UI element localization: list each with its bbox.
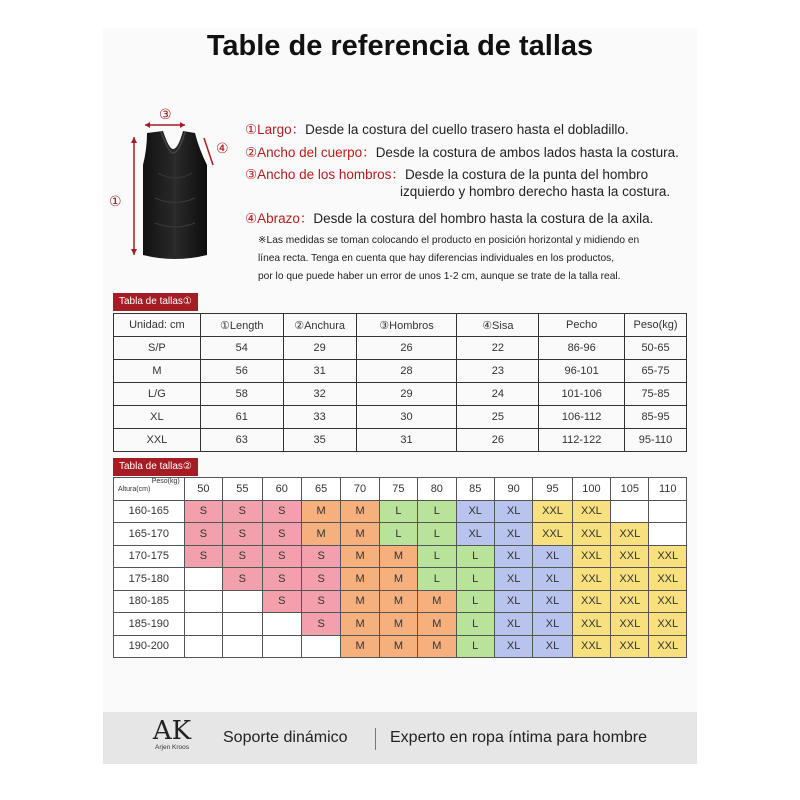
table1-cell: 58 [200, 383, 283, 406]
table1-cell: 75-85 [625, 383, 687, 406]
size-cell: XXL [611, 523, 649, 546]
table1-cell: 33 [283, 406, 356, 429]
size-cell: XL [494, 635, 532, 658]
table1-cell: 24 [457, 383, 539, 406]
table1-cell: 96-101 [539, 360, 625, 383]
weight-header: 100 [572, 478, 610, 501]
size-cell [262, 635, 301, 658]
table-row [114, 429, 687, 452]
table-row [114, 545, 687, 568]
size-cell [223, 613, 262, 636]
table1-cell: 101-106 [539, 383, 625, 406]
desc-width [245, 141, 679, 161]
tank-top-figure [103, 103, 238, 273]
size-cell: XL [533, 613, 572, 636]
size-cell [649, 523, 687, 546]
table1-cell: 26 [457, 429, 539, 452]
figure-label-4: ④ [216, 141, 229, 157]
table1-cell: 85-95 [625, 406, 687, 429]
size-cell: M [379, 545, 417, 568]
size-cell: S [301, 590, 340, 613]
size-cell: XL [456, 523, 494, 546]
size-table-2 [113, 477, 687, 658]
weight-header: 50 [184, 478, 222, 501]
table1-header: ①Length [200, 314, 283, 337]
desc-shoulders [245, 163, 648, 183]
size-cell: XXL [649, 590, 687, 613]
size-cell: XXL [533, 500, 572, 523]
table-row [114, 523, 687, 546]
size-cell: M [418, 613, 456, 636]
table1-cell: 31 [356, 429, 457, 452]
table1-cell: 95-110 [625, 429, 687, 452]
size-cell: S [301, 545, 340, 568]
table2-header-row [114, 478, 687, 501]
size-cell: XL [456, 500, 494, 523]
size-cell: XL [533, 545, 572, 568]
table-row [114, 383, 687, 406]
table1-header: ②Anchura [283, 314, 356, 337]
weight-header: 95 [533, 478, 572, 501]
size-cell [262, 613, 301, 636]
table1-cell: L/G [114, 383, 201, 406]
table1-cell: 26 [356, 337, 457, 360]
size-cell: L [456, 635, 494, 658]
table1-cell: 65-75 [625, 360, 687, 383]
height-label: 175-180 [114, 568, 185, 591]
desc-length [245, 118, 629, 138]
size-cell: L [456, 568, 494, 591]
size-cell: XXL [533, 523, 572, 546]
table-row [114, 568, 687, 591]
desc-length-text: Desde la costura del cuello trasero hasta el dobladillo. [305, 122, 629, 137]
table1-cell: 50-65 [625, 337, 687, 360]
page-title: Table de referencia de tallas [206, 30, 594, 62]
size-cell: XL [533, 568, 572, 591]
brand-logo [147, 718, 197, 751]
size-cell: XL [494, 523, 532, 546]
desc-shoulders-text: Desde la costura de la punta del hombro [404, 167, 649, 182]
table1-header: Pecho [539, 314, 625, 337]
figure-label-3: ③ [159, 107, 172, 123]
size-cell: XL [494, 545, 532, 568]
table1-cell: M [114, 360, 201, 383]
table-row [114, 590, 687, 613]
size-cell: XXL [572, 590, 610, 613]
size-cell: M [418, 635, 456, 658]
table1-cell: 23 [457, 360, 539, 383]
weight-header: 70 [341, 478, 379, 501]
slogan-secondary: Experto en ropa íntima para hombre [390, 729, 648, 746]
table-row [114, 337, 687, 360]
size-cell: L [418, 568, 456, 591]
size-cell: S [223, 568, 262, 591]
size-cell: M [341, 523, 379, 546]
size-cell: XXL [572, 523, 610, 546]
size-cell: S [184, 500, 222, 523]
table-row [114, 500, 687, 523]
table-row [114, 613, 687, 636]
weight-header: 65 [301, 478, 340, 501]
table1-header: ④Sisa [457, 314, 539, 337]
size-cell [184, 568, 222, 591]
table1-cell: 22 [457, 337, 539, 360]
size-cell: M [341, 568, 379, 591]
table1-cell: 31 [283, 360, 356, 383]
size-cell: XL [494, 500, 532, 523]
size-cell: S [262, 545, 301, 568]
size-cell: S [262, 523, 301, 546]
size-cell: S [223, 545, 262, 568]
desc-shoulders-label: ③Ancho de los hombros： [245, 167, 405, 182]
size-cell: L [379, 523, 417, 546]
size-cell: XL [494, 568, 532, 591]
note-line-3: por lo que puede haber un error de unos 1-2 cm, aunque se trate de la talla real. [258, 271, 621, 282]
size-cell: XL [533, 635, 572, 658]
size-cell: M [379, 613, 417, 636]
size-cell: M [418, 590, 456, 613]
table1-header-row [114, 314, 687, 337]
table1-cell: 29 [356, 383, 457, 406]
size-cell [301, 635, 340, 658]
size-cell [184, 635, 222, 658]
size-cell: XXL [611, 613, 649, 636]
size-cell: XXL [572, 635, 610, 658]
size-cell: XXL [572, 568, 610, 591]
size-cell: XXL [572, 500, 610, 523]
size-cell [184, 613, 222, 636]
table1-cell: 28 [356, 360, 457, 383]
logo-brand-name: Arjen Kroos [155, 744, 189, 751]
slogan-primary: Soporte dinámico [223, 729, 348, 746]
corner-height-label: Altura(cm) [118, 486, 151, 494]
size-cell: L [379, 500, 417, 523]
table1-cell: 56 [200, 360, 283, 383]
weight-header: 55 [223, 478, 262, 501]
size-cell: XL [533, 590, 572, 613]
table1-header: ③Hombros [356, 314, 457, 337]
size-cell: M [341, 590, 379, 613]
desc-shoulders-cont-text: izquierdo y hombro derecho hasta la costura. [400, 184, 671, 199]
slogan-divider [375, 728, 376, 750]
table1-cell: 86-96 [539, 337, 625, 360]
note-line-1: ※Las medidas se toman colocando el producto en posición horizontal y midiendo en [258, 235, 640, 246]
size-cell: S [184, 545, 222, 568]
size-cell: XL [494, 590, 532, 613]
weight-header: 80 [418, 478, 456, 501]
table1-cell: 63 [200, 429, 283, 452]
weight-header: 90 [494, 478, 532, 501]
size-cell [223, 635, 262, 658]
table1-cell: 32 [283, 383, 356, 406]
table1-header: Unidad: cm [114, 314, 201, 337]
height-label: 160-165 [114, 500, 185, 523]
size-cell: XXL [649, 635, 687, 658]
size-cell: XXL [649, 545, 687, 568]
table1-cell: 30 [356, 406, 457, 429]
size-cell: S [184, 523, 222, 546]
weight-header: 105 [611, 478, 649, 501]
height-label: 170-175 [114, 545, 185, 568]
size-cell: M [379, 635, 417, 658]
weight-header: 85 [456, 478, 494, 501]
size-cell: XXL [572, 613, 610, 636]
size-cell: L [418, 545, 456, 568]
size-cell [223, 590, 262, 613]
table2-corner [114, 478, 185, 501]
size-table-1 [113, 313, 687, 452]
size-cell: XXL [611, 568, 649, 591]
size-cell: S [223, 500, 262, 523]
footer-banner [103, 712, 697, 764]
size-cell: M [379, 590, 417, 613]
size-cell: S [262, 590, 301, 613]
size-cell: XXL [611, 635, 649, 658]
table1-cell: S/P [114, 337, 201, 360]
figure-label-1: ① [109, 194, 122, 210]
table-row [114, 406, 687, 429]
size-cell: S [223, 523, 262, 546]
size-cell: L [418, 500, 456, 523]
size-cell: L [456, 613, 494, 636]
note-line-2: línea recta. Tenga en cuenta que hay diferencias individuales en los productos, [258, 253, 615, 264]
height-label: 190-200 [114, 635, 185, 658]
size-cell: M [341, 500, 379, 523]
table-row [114, 360, 687, 383]
size-cell: M [341, 613, 379, 636]
size-cell [611, 500, 649, 523]
weight-header: 75 [379, 478, 417, 501]
size-cell: XXL [611, 545, 649, 568]
desc-length-label: ①Largo： [245, 122, 306, 137]
weight-header: 110 [649, 478, 687, 501]
size-cell: XXL [572, 545, 610, 568]
corner-weight-label: Peso(kg) [151, 478, 180, 486]
table1-cell: XL [114, 406, 201, 429]
desc-armhole-label: ④Abrazo： [245, 211, 314, 226]
table1-cell: XXL [114, 429, 201, 452]
size-cell: M [301, 500, 340, 523]
table1-cell: 112-122 [539, 429, 625, 452]
logo-mark: AK [152, 716, 192, 746]
size-cell: M [379, 568, 417, 591]
table1-cell: 54 [200, 337, 283, 360]
table-row [114, 635, 687, 658]
height-label: 165-170 [114, 523, 185, 546]
height-label: 185-190 [114, 613, 185, 636]
size-cell: L [456, 590, 494, 613]
weight-header: 60 [262, 478, 301, 501]
table1-cell: 29 [283, 337, 356, 360]
size-cell: S [301, 568, 340, 591]
size-cell: S [262, 568, 301, 591]
size-cell: L [418, 523, 456, 546]
table1-cell: 106-112 [539, 406, 625, 429]
desc-shoulders-cont [400, 184, 670, 199]
size-cell: S [262, 500, 301, 523]
size-cell: XXL [649, 613, 687, 636]
desc-width-text: Desde la costura de ambos lados hasta la costura. [375, 145, 679, 160]
height-label: 180-185 [114, 590, 185, 613]
size-cell: S [301, 613, 340, 636]
size-cell: XXL [611, 590, 649, 613]
size-cell: XXL [649, 568, 687, 591]
table1-cell: 61 [200, 406, 283, 429]
size-cell [184, 590, 222, 613]
table1-cell: 35 [283, 429, 356, 452]
size-cell [649, 500, 687, 523]
size-cell: XL [494, 613, 532, 636]
table1-tag: Tabla de tallas① [113, 293, 198, 311]
size-cell: L [456, 545, 494, 568]
table2-tag: Tabla de tallas② [113, 458, 198, 476]
desc-armhole [245, 207, 653, 227]
desc-armhole-text: Desde la costura del hombro hasta la costura de la axila. [313, 211, 654, 226]
desc-width-label: ②Ancho del cuerpo： [245, 145, 376, 160]
size-cell: M [341, 545, 379, 568]
table1-cell: 25 [457, 406, 539, 429]
size-cell: M [301, 523, 340, 546]
size-cell: M [341, 635, 379, 658]
table1-header: Peso(kg) [625, 314, 687, 337]
